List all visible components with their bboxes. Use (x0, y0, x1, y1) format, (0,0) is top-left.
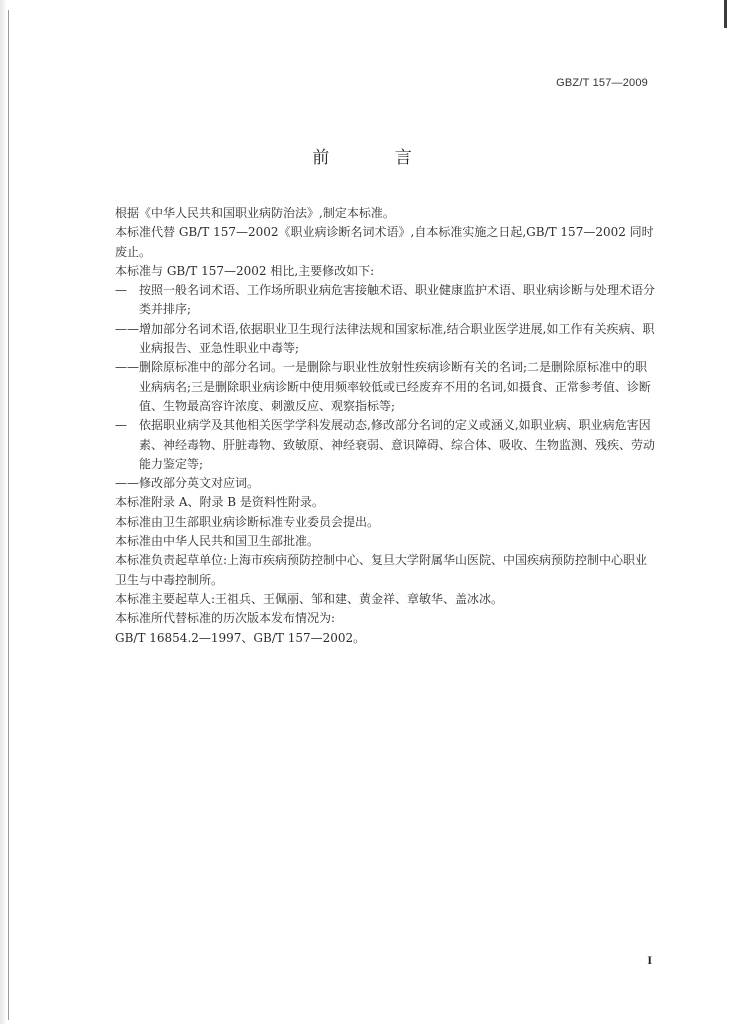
dash-marker: —— (115, 321, 139, 336)
change-item (115, 281, 655, 320)
page-number: I (647, 953, 652, 967)
paragraph-history-versions: GB/T 16854.2—1997、GB/T 157—2002。 (115, 630, 366, 645)
page-title: 前 言 (312, 148, 442, 168)
paragraph-approver: 本标准由中华人民共和国卫生部批准。 (115, 534, 320, 549)
paragraph-basis: 根据《中华人民共和国职业病防治法》,制定本标准。 (115, 206, 395, 220)
dash-marker: — (115, 283, 127, 298)
change-item-text: 依据职业病学及其他相关医学学科发展动态,修改部分名词的定义或涵义,如职业病、职业病危害因素、神经毒物、肝脏毒物、致敏原、神经衰弱、意识障碍、综合体、吸收、生物监测、残疾、劳动能力鉴定等; (139, 418, 656, 471)
foreword-body (115, 204, 655, 648)
paragraph-drafting-units: 本标准负责起草单位:上海市疾病预防控制中心、复旦大学附属华山医院、中国疾病预防控制中心职业卫生与中毒控制所。 (115, 553, 648, 587)
change-item (115, 320, 655, 359)
paragraph-appendix: 本标准附录 A、附录 B 是资料性附录。 (115, 495, 324, 510)
scan-corner-mark (724, 0, 727, 28)
change-item (115, 474, 655, 493)
paragraph-changes-intro: 本标准与 GB/T 157—2002 相比,主要修改如下: (115, 263, 375, 278)
change-item-text: 修改部分英文对应词。 (139, 476, 260, 491)
dash-marker: —— (115, 360, 139, 375)
dash-marker: — (115, 418, 127, 433)
change-item-text: 删除原标准中的部分名词。一是删除与职业性放射性疾病诊断有关的名词;二是删除原标准中的职业病病名;三是删除职业病诊断中使用频率较低或已经废弃不用的名词,如摄食、正常参考值、诊断值、生物最高容许浓度、刺激反应、观察指标等; (139, 360, 651, 413)
change-item (115, 416, 655, 474)
paragraph-proposer: 本标准由卫生部职业病诊断标准专业委员会提出。 (115, 514, 380, 529)
paragraph-drafters: 本标准主要起草人:王祖兵、王佩丽、邹和建、黄金祥、章敏华、盖冰冰。 (115, 591, 504, 606)
change-item-text: 按照一般名词术语、工作场所职业病危害接触术语、职业健康监护术语、职业病诊断与处理术语分类并排序; (139, 283, 656, 317)
document-code: GBZ/T 157—2009 (556, 77, 648, 89)
change-item-text: 增加部分名词术语,依据职业卫生现行法律法规和国家标准,结合职业医学进展,如工作有关疾病、职业病报告、亚急性职业中毒等; (139, 321, 655, 356)
change-item (115, 358, 655, 416)
paragraph-replacement: 本标准代替 GB/T 157—2002《职业病诊断名词术语》,自本标准实施之日起,GB/T 157—2002 同时废止。 (115, 225, 654, 259)
dash-marker: —— (115, 476, 139, 491)
paragraph-history-intro: 本标准所代替标准的历次版本发布情况为: (115, 611, 336, 626)
